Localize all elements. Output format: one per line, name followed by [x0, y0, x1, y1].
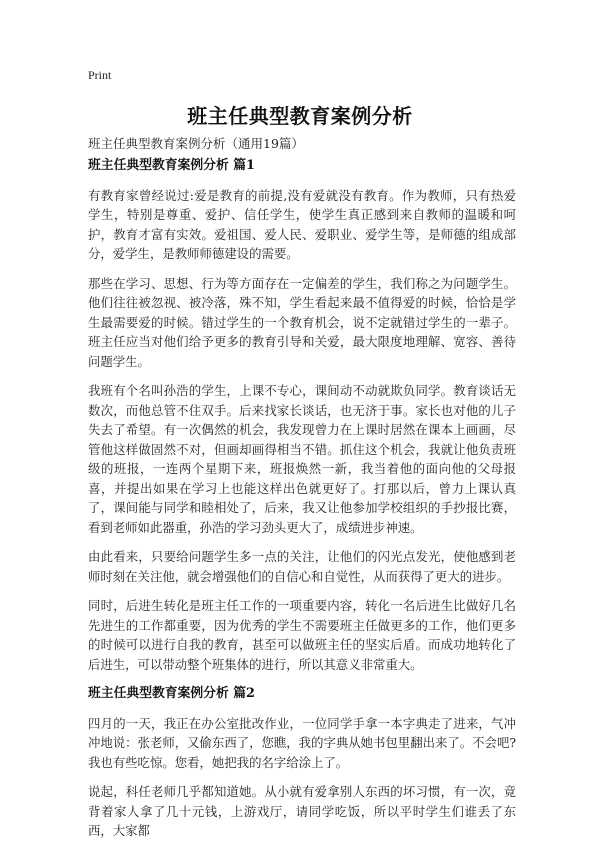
page-subtitle: 班主任典型教育案例分析（通用19篇） — [88, 136, 304, 151]
paragraph: 同时，后进生转化是班主任工作的一项重要内容，转化一名后进生比做好几名先进生的工作都重要，因为优秀的学生不需要班主任做更多的工作，他们更多的时候可以进行自我的教育，甚至可以做班主任的坚实后盾。而成功地转化了后进生，可以带动整个班集体的进行，所以其意义非常重大。 — [88, 598, 516, 672]
paragraph: 四月的一天，我正在办公室批改作业，一位同学手拿一本字典走了进来，气冲冲地说：张老师，又偷东西了，您瞧，我的字典从她书包里翻出来了。不会吧?我也有些吃惊。您看，她把我的名字给涂上了。 — [88, 715, 516, 770]
article-section-1 — [88, 156, 516, 674]
page-title: 班主任典型教育案例分析 — [187, 104, 413, 128]
article-content — [88, 156, 516, 851]
paragraph: 由此看来，只要给问题学生多一点的关注，让他们的闪光点发光，使他感到老师时刻在关注他，就会增强他们的自信心和自觉性，从而获得了更大的进步。 — [88, 549, 516, 584]
paragraph: 有教育家曾经说过:爱是教育的前提,没有爱就没有教育。作为教师，只有热爱学生，特别是尊重、爱护、信任学生，使学生真正感到来自教师的温暖和呵护，教育才富有实效。爱祖国、爱人民、爱职业、爱学生等，是师德的组成部分，爱学生，是教师师德建设的需要。 — [88, 187, 516, 261]
article-section-2 — [88, 684, 516, 841]
print-link[interactable]: Print — [88, 68, 112, 82]
paragraph: 我班有个名叫孙浩的学生，上课不专心，课间动不动就欺负同学。教育谈话无数次，而他总管不住双手。后来找家长谈话，也无济于事。家长也对他的儿子失去了希望。有一次偶然的机会，我发现曾力在上课时居然在课本上画画，尽管他这样做固然不对，但画却画得相当不错。抓住这个机会，我就让他负责班级的班报，一连两个星期下来，班报焕然一新，我当着他的面向他的父母报喜，并提出如果在学习上也能这样出色就更好了。打那以后，曾力上课认真了，课间能与同学和睦相处了，后来，我又让他参加学校组织的手抄报比赛，看到老师如此器重，孙浩的学习劲头更大了，成绩进步神速。 — [88, 383, 516, 535]
section-heading: 班主任典型教育案例分析 篇2 — [88, 686, 255, 701]
paragraph: 说起，科任老师几乎都知道她。从小就有爱拿别人东西的坏习惯，有一次，竟背着家人拿了几十元钱，上游戏厅，请同学吃饭，所以平时学生们谁丢了东西，大家都 — [88, 784, 516, 838]
paragraph: 那些在学习、思想、行为等方面存在一定偏差的学生，我们称之为问题学生。他们往往被忽视、被冷落，殊不知，学生看起来最不值得爱的时候，恰恰是学生最需要爱的时候。错过学生的一个教育机会，说不定就错过学生的一辈子。班主任应当对他们给予更多的教育引导和关爱，最大限度地理解、宽容、善待问题学生。 — [88, 275, 516, 369]
section-heading: 班主任典型教育案例分析 篇1 — [88, 158, 255, 173]
